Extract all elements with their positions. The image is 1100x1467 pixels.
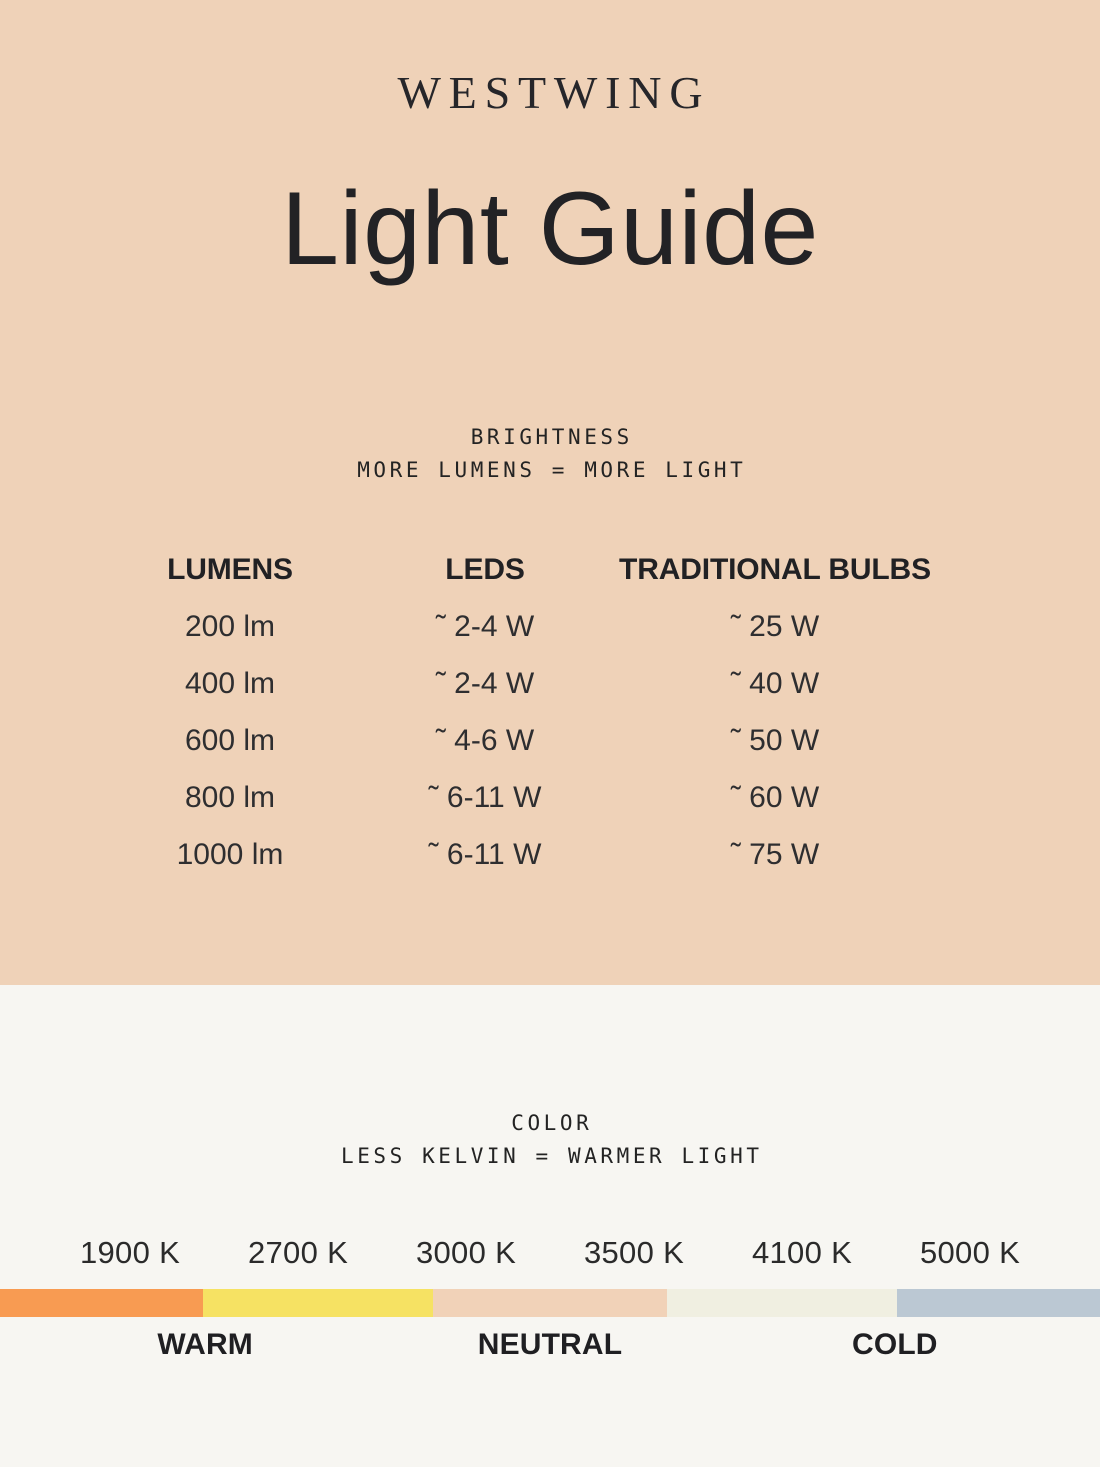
leds-value: ˜ 6-11 W [428,838,542,871]
header-traditional-bulbs: TRADITIONAL BULBS [619,553,931,586]
table-row [0,724,1100,758]
cold-label: COLD [852,1328,938,1361]
leds-value: ˜ 2-4 W [435,610,535,643]
kelvin-label: 4100 K [751,1235,853,1270]
leds-value: ˜ 6-11 W [428,781,542,814]
table-header-row [0,553,1100,587]
scale-segment-cold-blue [897,1289,1100,1317]
bulbs-value: ˜ 40 W [730,667,820,700]
table-row [0,610,1100,644]
table-row [0,667,1100,701]
header-lumens: LUMENS [167,553,293,586]
table-row [0,838,1100,872]
page-title: Light Guide [281,171,819,287]
lumens-value: 600 lm [184,724,276,757]
kelvin-label: 5000 K [919,1235,1021,1270]
scale-segment-warm-orange [0,1289,203,1317]
leds-value: ˜ 4-6 W [435,724,535,757]
lumens-value: 1000 lm [176,838,284,871]
brightness-intro [0,421,1100,487]
scale-segment-neutral-cream [667,1289,897,1317]
warm-label: WARM [157,1328,253,1361]
kelvin-labels-row [0,1235,1100,1271]
neutral-label: NEUTRAL [477,1328,623,1361]
brightness-heading: BRIGHTNESS [470,425,633,449]
color-heading: COLOR [511,1111,593,1135]
color-temperature-scale [0,1289,1100,1317]
color-section [0,985,1100,1467]
header-leds: LEDS [445,553,525,586]
kelvin-label: 3500 K [583,1235,685,1270]
lumens-table [0,553,1100,872]
temperature-labels-row [0,1328,1100,1362]
scale-segment-warm-yellow [203,1289,433,1317]
scale-segment-neutral-peach [433,1289,667,1317]
lumens-value: 400 lm [184,667,276,700]
table-row [0,781,1100,815]
lumens-value: 200 lm [184,610,276,643]
lumens-value: 800 lm [184,781,276,814]
bulbs-value: ˜ 50 W [730,724,820,757]
brightness-subheading: MORE LUMENS = MORE LIGHT [357,458,747,482]
kelvin-label: 3000 K [415,1235,517,1270]
brand-logo: WESTWING [397,67,711,118]
color-subheading: LESS KELVIN = WARMER LIGHT [341,1144,763,1168]
bulbs-value: ˜ 25 W [730,610,820,643]
kelvin-label: 1900 K [79,1235,181,1270]
kelvin-label: 2700 K [247,1235,349,1270]
bulbs-value: ˜ 60 W [730,781,820,814]
bulbs-value: ˜ 75 W [730,838,820,871]
color-intro [0,985,1100,1173]
leds-value: ˜ 2-4 W [435,667,535,700]
